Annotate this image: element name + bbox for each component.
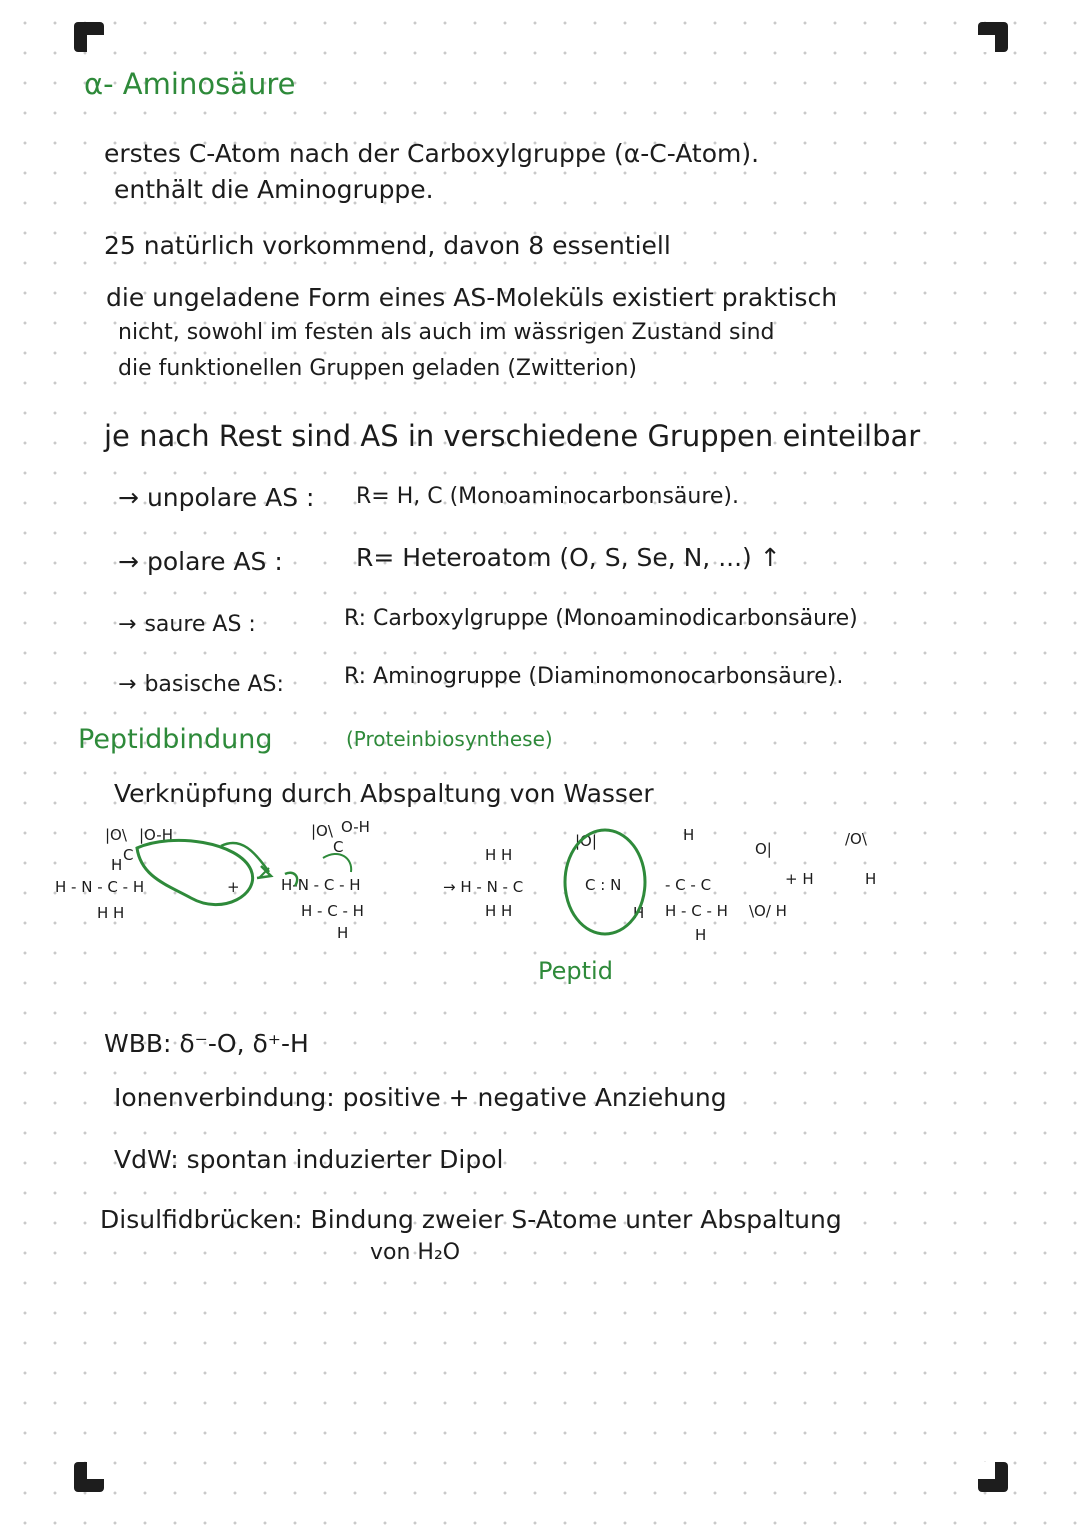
vdw-line: VdW: spontan induzierter Dipol [114,1145,504,1174]
svg-text:H: H [633,904,645,922]
corner-top-right-icon [978,22,1008,52]
svg-text:C: C [123,846,134,864]
svg-text:H H: H H [485,902,513,920]
svg-text:H: H [111,856,123,874]
corner-top-left-icon [74,22,104,52]
group-item-unpolar [118,484,314,513]
arrow-right-icon: → [118,483,139,512]
peptide-heading: Peptidbindung [78,724,273,755]
paragraph-line-1: die ungeladene Form eines AS-Moleküls existiert praktisch [106,283,838,312]
definition-line-1: erstes C-Atom nach der Carboxylgruppe (α-C-Atom). [104,139,760,168]
paragraph-line-2: nicht, sowohl im festen als auch im wässrigen Zustand sind [118,320,775,345]
group-item-polar [118,548,283,577]
groups-intro: je nach Rest sind AS in verschiedene Gruppen einteilbar [104,419,921,453]
group-item-acidic [118,612,256,637]
svg-text:|O-H: |O-H [139,826,173,844]
svg-text:+: + [227,878,240,896]
svg-text:H - N - C - H: H - N - C - H [55,878,145,896]
corner-bottom-left-icon [74,1462,104,1492]
svg-text:- C - C: - C - C [665,876,712,894]
peptide-subheading: (Proteinbiosynthese) [346,727,553,751]
group-rest: R: Carboxylgruppe (Monoaminodicarbonsäure) [344,606,858,631]
svg-text:|O|: |O| [575,832,597,850]
svg-text:H - C - H: H - C - H [301,902,364,920]
peptide-bond-diagram [55,818,925,988]
svg-text:C: C [333,838,344,856]
peptide-description: Verknüpfung durch Abspaltung von Wasser [114,779,654,808]
count-line: 25 natürlich vorkommend, davon 8 essentiell [104,231,671,260]
arrow-right-icon: → [118,547,139,576]
svg-text:H: H [337,924,349,942]
svg-text:O-H: O-H [341,818,370,836]
svg-text:→ H - N - C: → H - N - C [443,878,524,896]
svg-text:H H: H H [485,846,513,864]
group-item-basic [118,672,284,697]
svg-text:\O/ H: \O/ H [749,902,787,920]
definition-line-2: enthält die Aminogruppe. [114,175,434,204]
wbb-line: WBB: δ⁻-O, δ⁺-H [104,1029,309,1058]
group-name: saure AS : [144,612,256,637]
svg-text:O|: O| [755,840,772,858]
disulfid-line-1: Disulfidbrücken: Bindung zweier S-Atome unter Abspaltung [100,1205,842,1234]
arrow-right-icon: → [118,612,137,637]
svg-text:|O\: |O\ [105,826,127,844]
svg-text:|O\: |O\ [311,822,333,840]
group-name: polare AS : [146,547,283,576]
paragraph-line-3: die funktionellen Gruppen geladen (Zwitterion) [118,356,638,381]
svg-text:H: H [695,926,707,944]
group-rest: R= Heteroatom (O, S, Se, N, ...) ↑ [356,543,781,572]
page-heading: α- Aminosäure [84,67,296,101]
svg-text:H: H [865,870,877,888]
corner-bottom-right-icon [978,1462,1008,1492]
group-name: basische AS: [144,672,284,697]
group-rest: R= H, C (Monoaminocarbonsäure). [356,484,740,509]
svg-text:C : N: C : N [585,876,622,894]
disulfid-line-2: von H₂O [370,1240,461,1265]
peptide-label: Peptid [538,957,613,985]
arrow-right-icon: → [118,672,137,697]
svg-text:+ H: + H [785,870,814,888]
svg-text:H: H [683,826,695,844]
svg-text:H-N - C - H: H-N - C - H [281,876,361,894]
svg-text:H H: H H [97,904,125,922]
group-name: unpolare AS : [146,483,315,512]
svg-text:H - C - H: H - C - H [665,902,728,920]
group-rest: R: Aminogruppe (Diaminomonocarbonsäure). [344,664,844,689]
svg-text:/O\: /O\ [845,830,867,848]
ionic-bond-line: Ionenverbindung: positive + negative Anziehung [114,1083,727,1112]
